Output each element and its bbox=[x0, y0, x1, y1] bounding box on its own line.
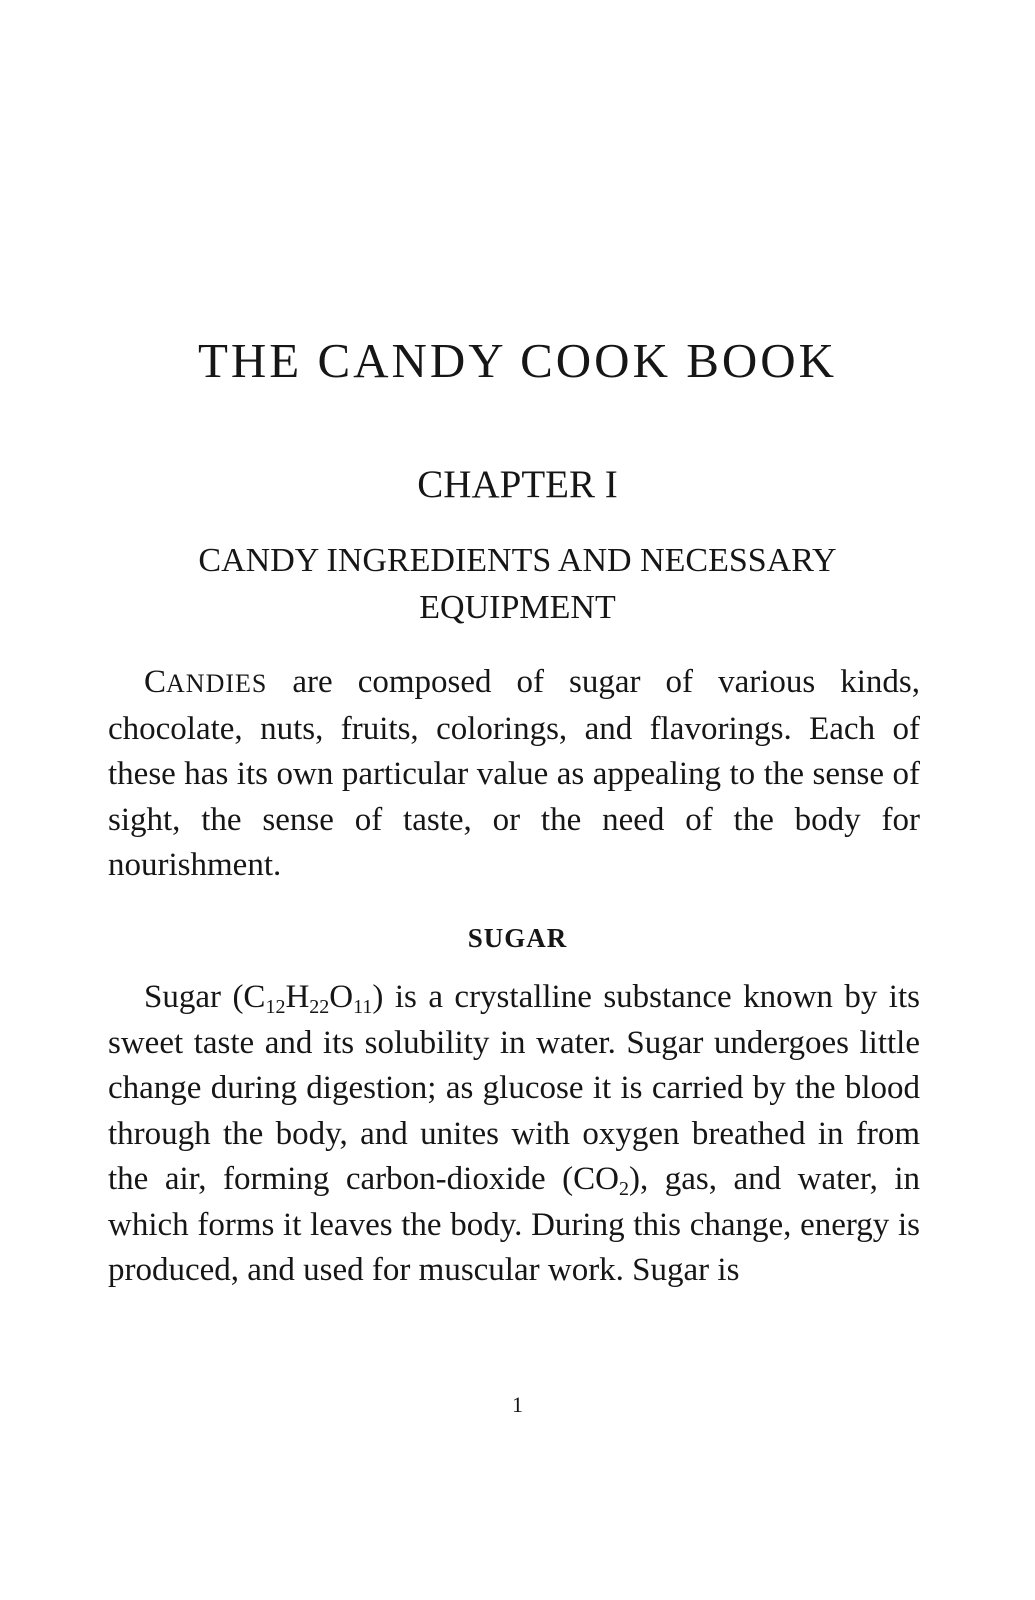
intro-lead-smallcaps: ANDIES bbox=[166, 669, 268, 698]
book-title: THE CANDY COOK BOOK bbox=[197, 333, 838, 388]
sugar-text-3: O bbox=[329, 979, 354, 1015]
intro-paragraph bbox=[108, 660, 920, 889]
subscript-12: 12 bbox=[265, 996, 286, 1018]
chapter-title: CANDY INGREDIENTS AND NECESSARY EQUIPMENT bbox=[198, 542, 837, 626]
sugar-text-4: ) is a crystalline substance known by its sweet taste and its solubility in water. Sugar undergoes little change during digestion; as glucose it is carried by the blood through the body, and unites with oxygen breathed in from the air, forming carbon-dioxide (CO bbox=[108, 979, 920, 1197]
intro-body-text: are composed of sugar of various kinds, chocolate, nuts, fruits, colorings, and flavorings. Each of these has its own particular value as appealing to the sense of sight, the sense of taste, or the need of the body for nourishment. bbox=[108, 664, 920, 883]
sugar-text-5: ), gas, and water, in which forms it leaves the body. During this change, energy is produced, and used for muscular work. Sugar is bbox=[108, 1161, 920, 1288]
subscript-2: 2 bbox=[618, 1178, 629, 1200]
chapter-number: CHAPTER I bbox=[417, 463, 618, 506]
sugar-paragraph bbox=[108, 975, 920, 1294]
section-heading-sugar: SUGAR bbox=[467, 923, 568, 953]
subscript-11: 11 bbox=[353, 996, 373, 1018]
intro-lead-initial: C bbox=[144, 664, 167, 700]
sugar-text-1: Sugar (C bbox=[144, 979, 266, 1015]
subscript-22: 22 bbox=[309, 996, 330, 1018]
page-number: 1 bbox=[512, 1392, 523, 1417]
sugar-text-2: H bbox=[285, 979, 310, 1015]
